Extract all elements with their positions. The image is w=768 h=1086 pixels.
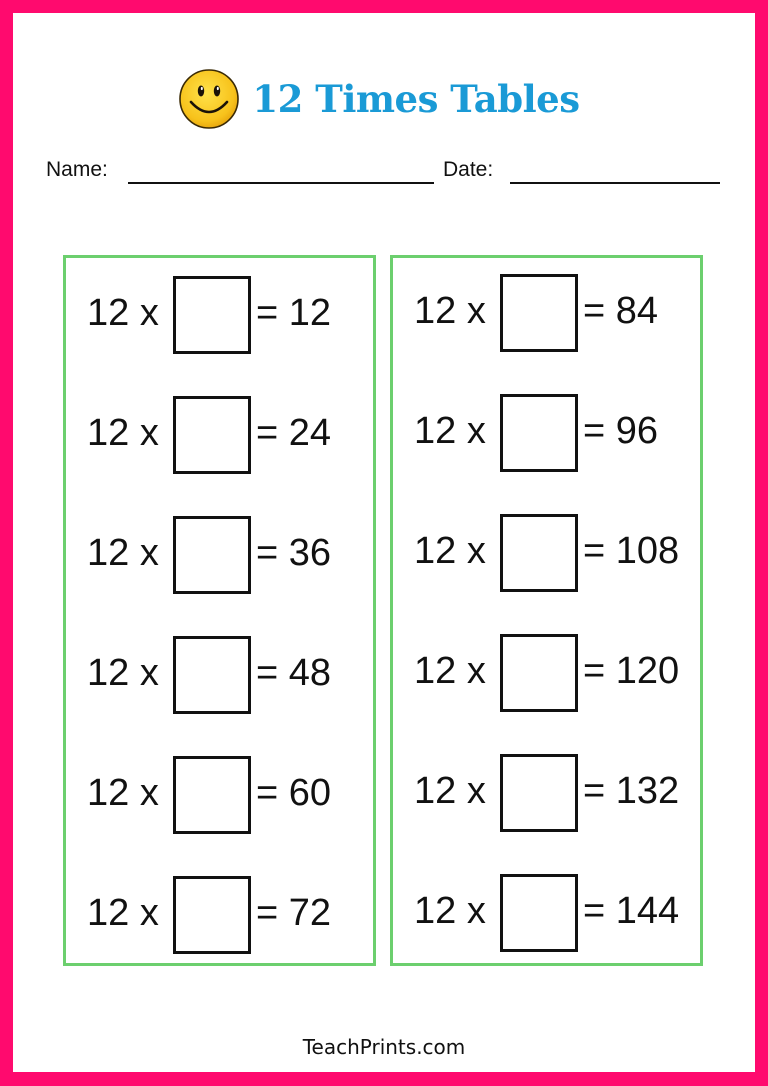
equation-lhs: 12 x bbox=[87, 892, 159, 934]
equation-lhs: 12 x bbox=[414, 890, 486, 932]
equation-rhs: = 24 bbox=[256, 412, 332, 454]
name-label: Name: bbox=[46, 158, 108, 181]
equation-row bbox=[393, 512, 700, 592]
equation-rhs: = 60 bbox=[256, 772, 332, 814]
equation-column-right bbox=[390, 255, 703, 966]
answer-box[interactable] bbox=[173, 276, 251, 354]
equation-lhs: 12 x bbox=[87, 532, 159, 574]
answer-box[interactable] bbox=[500, 514, 578, 592]
worksheet-page bbox=[13, 13, 755, 1072]
equation-row bbox=[393, 752, 700, 832]
footer-brand: TeachPrints.com bbox=[302, 1035, 466, 1059]
equation-lhs: 12 x bbox=[414, 290, 486, 332]
smiley-face-icon bbox=[178, 68, 240, 130]
date-field[interactable] bbox=[510, 182, 720, 184]
equation-rhs: = 120 bbox=[583, 650, 680, 692]
answer-box[interactable] bbox=[500, 634, 578, 712]
equation-lhs: 12 x bbox=[87, 652, 159, 694]
answer-box[interactable] bbox=[500, 754, 578, 832]
answer-box[interactable] bbox=[500, 394, 578, 472]
name-field[interactable] bbox=[128, 182, 434, 184]
equation-rhs: = 96 bbox=[583, 410, 659, 452]
equation-column-left bbox=[63, 255, 376, 966]
answer-box[interactable] bbox=[173, 516, 251, 594]
equation-row bbox=[66, 634, 373, 714]
answer-box[interactable] bbox=[173, 396, 251, 474]
equation-row bbox=[66, 754, 373, 834]
equation-lhs: 12 x bbox=[414, 530, 486, 572]
equation-rhs: = 84 bbox=[583, 290, 659, 332]
equation-lhs: 12 x bbox=[414, 650, 486, 692]
page-title: 12 Times Tables bbox=[252, 77, 580, 121]
equation-rhs: = 108 bbox=[583, 530, 680, 572]
equation-lhs: 12 x bbox=[414, 770, 486, 812]
equation-lhs: 12 x bbox=[87, 412, 159, 454]
student-info bbox=[46, 156, 726, 190]
equation-rhs: = 144 bbox=[583, 890, 680, 932]
answer-box[interactable] bbox=[500, 874, 578, 952]
header bbox=[13, 68, 755, 130]
equation-row bbox=[66, 394, 373, 474]
date-label: Date: bbox=[443, 158, 494, 181]
equation-lhs: 12 x bbox=[87, 292, 159, 334]
equation-row bbox=[66, 274, 373, 354]
answer-box[interactable] bbox=[173, 876, 251, 954]
answer-box[interactable] bbox=[500, 274, 578, 352]
equation-rhs: = 36 bbox=[256, 532, 332, 574]
equation-row bbox=[393, 632, 700, 712]
equation-lhs: 12 x bbox=[414, 410, 486, 452]
equation-rhs: = 12 bbox=[256, 292, 332, 334]
equation-rhs: = 48 bbox=[256, 652, 332, 694]
equation-row bbox=[393, 392, 700, 472]
equation-row bbox=[66, 874, 373, 954]
equation-rhs: = 132 bbox=[583, 770, 680, 812]
equation-rhs: = 72 bbox=[256, 892, 332, 934]
equation-row bbox=[66, 514, 373, 594]
equation-row bbox=[393, 872, 700, 952]
answer-box[interactable] bbox=[173, 756, 251, 834]
answer-box[interactable] bbox=[173, 636, 251, 714]
equation-row bbox=[393, 272, 700, 352]
equation-lhs: 12 x bbox=[87, 772, 159, 814]
